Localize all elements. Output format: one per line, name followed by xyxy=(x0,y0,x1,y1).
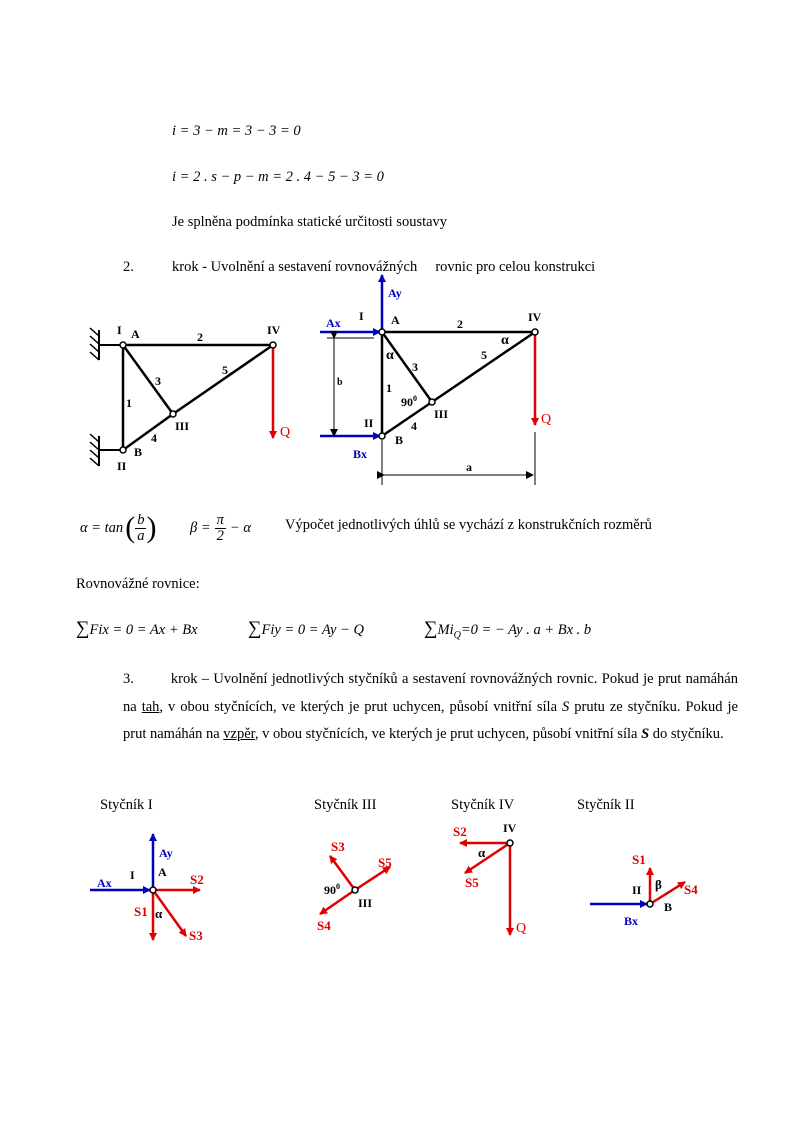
joint-III-label-s5: S5 xyxy=(378,855,392,870)
label-bar-1-right: 1 xyxy=(386,381,392,395)
step2-text: krok - Uvolnění a sestavení rovnovážných rovnic pro celou konstrukci xyxy=(172,259,596,275)
joint-I-label-node: I xyxy=(130,868,135,882)
joint-IV-label-q: Q xyxy=(516,921,527,936)
truss-diagram-right xyxy=(320,275,551,485)
label-bar-2: 2 xyxy=(197,330,203,344)
joint-II-title: Styčník II xyxy=(577,797,635,813)
label-node-I-right: I xyxy=(359,309,364,323)
step2-number: 2. xyxy=(123,259,134,275)
joint-IV-node xyxy=(270,342,276,348)
joint-III-node-right xyxy=(429,399,435,405)
beta-formula: β = $\frac{\pi}{2}$ − α xyxy=(190,511,251,544)
label-node-III: III xyxy=(175,419,190,433)
label-bar-2-right: 2 xyxy=(457,317,463,331)
joint-III-label-angle: $90^0$ xyxy=(324,882,340,897)
joint-II-label-b: B xyxy=(664,900,673,914)
joint-II-label-bx: Bx xyxy=(624,914,639,928)
label-bar-5-right: 5 xyxy=(481,348,487,362)
label-node-A: A xyxy=(131,327,140,341)
label-load-q: Q xyxy=(280,425,291,440)
joint-IV-diagram xyxy=(453,821,526,936)
label-node-A-right: A xyxy=(391,313,400,327)
label-node-III-right: III xyxy=(434,407,449,421)
label-dim-a: a xyxy=(466,460,472,474)
label-dim-b: b xyxy=(337,377,343,388)
label-angle-90: $90^0$ xyxy=(401,394,417,409)
label-node-IV-right: IV xyxy=(528,310,542,324)
joint-I-node-right xyxy=(379,329,385,335)
joint-IV-label-node: IV xyxy=(503,821,517,835)
label-load-q-right: Q xyxy=(541,412,552,427)
truss-bars-left xyxy=(123,345,273,450)
label-node-II: II xyxy=(117,459,127,473)
label-node-II-right: II xyxy=(364,416,374,430)
joint-I-label-s2: S2 xyxy=(190,872,204,887)
joint-IV-label-s5: S5 xyxy=(465,875,479,890)
equation-sum-fy: ∑Fiy = 0 = Ay − Q xyxy=(248,618,364,639)
joint-III-node xyxy=(170,411,176,417)
label-node-IV: IV xyxy=(267,323,281,337)
joint-I-label-s3: S3 xyxy=(189,928,203,943)
label-bar-3: 3 xyxy=(155,374,161,388)
dimension-a xyxy=(382,432,535,485)
label-alpha-i: α xyxy=(386,348,394,363)
label-bar-4-right: 4 xyxy=(411,419,417,433)
joint-IV-label-alpha: α xyxy=(478,845,486,860)
joint-II-diagram xyxy=(590,852,698,928)
label-node-B: B xyxy=(134,445,143,459)
truss-diagram-left xyxy=(90,323,290,473)
joint-I-title: Styčník I xyxy=(100,797,153,813)
joint-III-diagram xyxy=(317,839,392,933)
equation-sum-fx: ∑Fix = 0 = Ax + Bx xyxy=(76,618,198,639)
alpha-formula: α = tan ( $\frac{b}{a}$ ) xyxy=(80,511,157,544)
label-node-I: I xyxy=(117,323,122,337)
joint-I-label-a: A xyxy=(158,865,167,879)
truss-bars-right xyxy=(382,332,535,436)
label-bx: Bx xyxy=(353,447,368,461)
joint-II-label-s4: S4 xyxy=(684,882,698,897)
joint-III-label-node: III xyxy=(358,896,373,910)
joint-II-label-beta: β xyxy=(655,877,662,892)
joint-IV-title: Styčník IV xyxy=(451,797,515,813)
equation-internal-links: i = 3 − m = 3 − 3 = 0 xyxy=(172,123,301,139)
label-ay: Ay xyxy=(388,286,402,300)
step3-paragraph: 3. krok – Uvolnění jednotlivých styčníků a sestavení rovnovážných rovnic. Pokud je prut namáhán na tah, v obou styčnících, ve kterých je prut uchycen, působí vnitřní síla S prutu ze styčníku. Pokud je prut namáhán na vzpěr, v obou styčnících, ve kterých je prut uchycen, působí vnitřní síla S do styčníku. xyxy=(123,671,738,742)
joint-II-label-s1: S1 xyxy=(632,852,646,867)
joint-IV-label-s2: S2 xyxy=(453,824,467,839)
joint-I-node xyxy=(120,342,126,348)
joint-I-diagram xyxy=(90,834,204,943)
joint-I-label-ay: Ay xyxy=(159,846,173,860)
equation-static-determinacy: i = 2 . s − p − m = 2 . 4 − 5 − 3 = 0 xyxy=(172,169,384,185)
joint-I-label-alpha: α xyxy=(155,906,163,921)
joint-II-label-node: II xyxy=(632,883,642,897)
joint-II-node-right xyxy=(379,433,385,439)
label-ax: Ax xyxy=(326,316,341,330)
label-bar-4: 4 xyxy=(151,431,157,445)
equation-sum-moment: $\sum Mi_Q=0$ = − Ay . a + Bx . b xyxy=(424,618,592,641)
joint-IV-node-right xyxy=(532,329,538,335)
label-node-B-right: B xyxy=(395,433,404,447)
label-alpha-iv: α xyxy=(501,333,509,348)
determinacy-note: Je splněna podmínka statické určitosti soustavy xyxy=(172,214,448,230)
joint-II-node xyxy=(120,447,126,453)
joint-III-label-s3: S3 xyxy=(331,839,345,854)
label-bar-3-right: 3 xyxy=(412,360,418,374)
joint-III-title: Styčník III xyxy=(314,797,377,813)
equilibrium-heading: Rovnovážné rovnice: xyxy=(76,576,200,592)
label-bar-1: 1 xyxy=(126,396,132,410)
joint-I-label-s1: S1 xyxy=(134,904,148,919)
angle-calculation-note: Výpočet jednotlivých úhlů se vychází z konstrukčních rozměrů xyxy=(285,517,652,533)
joint-I-label-ax: Ax xyxy=(97,876,112,890)
joint-III-label-s4: S4 xyxy=(317,918,331,933)
label-bar-5: 5 xyxy=(222,363,228,377)
